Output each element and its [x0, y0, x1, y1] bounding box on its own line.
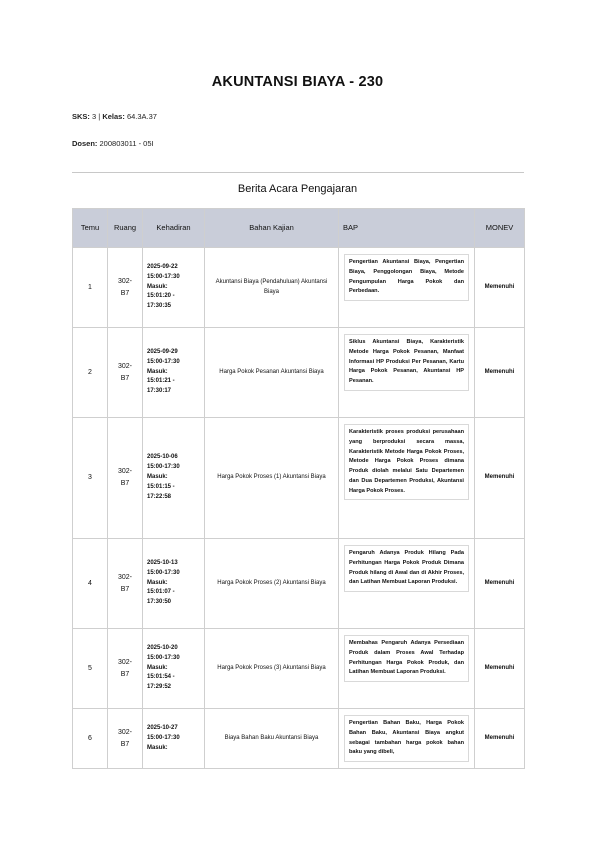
attendance-label: Masuk:	[147, 368, 168, 375]
attendance-label: Masuk:	[147, 579, 168, 586]
attendance-schedule: 15:00-17:30	[147, 464, 180, 471]
cell-bahan-kajian: Harga Pokok Proses (2) Akuntansi Biaya	[205, 539, 339, 629]
cell-ruang	[108, 709, 143, 769]
cell-bahan-kajian: Harga Pokok Proses (3) Akuntansi Biaya	[205, 629, 339, 709]
cell-kehadiran	[143, 629, 205, 709]
attendance-schedule: 15:00-17:30	[147, 569, 180, 576]
cell-temu: 2	[73, 328, 108, 418]
ruang-line: B7	[120, 670, 130, 678]
attendance-date: 2025-10-27	[147, 724, 178, 731]
cell-ruang	[108, 328, 143, 418]
sks-value: 3	[92, 112, 97, 121]
ruang-line: 302-	[117, 468, 132, 476]
table-row	[73, 629, 525, 709]
bap-text: Pengertian Bahan Baku, Harga Pokok Bahan Baku, Akuntansi Biaya angkut sebagai tambahan harga pokok bahan baku yang dibeli,	[344, 715, 469, 762]
cell-monev: Memenuhi	[475, 709, 525, 769]
cell-bahan-kajian: Harga Pokok Proses (1) Akuntansi Biaya	[205, 418, 339, 539]
cell-ruang	[108, 418, 143, 539]
cell-bap	[339, 248, 475, 328]
attendance-date: 2025-10-06	[147, 454, 178, 461]
attendance-date: 2025-09-29	[147, 348, 178, 355]
cell-ruang	[108, 248, 143, 328]
cell-bap	[339, 328, 475, 418]
cell-kehadiran	[143, 418, 205, 539]
attendance-in: 15:01:20 -	[147, 293, 175, 300]
divider	[72, 172, 524, 173]
cell-kehadiran	[143, 709, 205, 769]
attendance-in: 15:01:21 -	[147, 378, 175, 385]
table-row	[73, 328, 525, 418]
bap-text: Pengaruh Adanya Produk Hilang Pada Perhitungan Harga Pokok Produk Dimana Produk hilang di Awal dan di Akhir Proses, dan Latihan Membuat Laporan Produksi.	[344, 545, 469, 592]
header-temu: Temu	[73, 209, 108, 248]
table-row	[73, 248, 525, 328]
teaching-record-table	[72, 208, 525, 769]
ruang-line: B7	[120, 740, 130, 748]
ruang-line: 302-	[117, 277, 132, 285]
kelas-label: Kelas:	[102, 112, 125, 121]
document-title: AKUNTANSI BIAYA - 230	[211, 74, 384, 90]
cell-bap	[339, 709, 475, 769]
table-row	[73, 539, 525, 629]
attendance-out: 17:29:52	[147, 684, 172, 691]
ruang-line: B7	[120, 289, 130, 297]
section-title: Berita Acara Pengajaran	[237, 183, 358, 195]
cell-kehadiran	[143, 248, 205, 328]
attendance-out: 17:30:17	[147, 388, 172, 395]
attendance-date: 2025-10-13	[147, 559, 178, 566]
attendance-label: Masuk:	[147, 283, 168, 290]
attendance-in: 15:01:07 -	[147, 589, 175, 596]
cell-bahan-kajian: Harga Pokok Pesanan Akuntansi Biaya	[205, 328, 339, 418]
cell-temu: 4	[73, 539, 108, 629]
cell-monev: Memenuhi	[475, 629, 525, 709]
dosen-label: Dosen:	[72, 139, 98, 148]
cell-bap	[339, 539, 475, 629]
bap-text: Siklus Akuntansi Biaya, Karakteristik Metode Harga Pokok Pesanan, Manfaat Informasi HP Produksi Per Pesanan, Kartu Harga Pokok Pesanan, Akuntansi HP Pesanan.	[344, 334, 469, 391]
attendance-out: 17:30:50	[147, 599, 172, 606]
ruang-line: 302-	[117, 573, 132, 581]
table-header-row	[73, 209, 525, 248]
sks-label: SKS:	[72, 112, 90, 121]
ruang-line: B7	[120, 374, 130, 382]
attendance-in: 15:01:15 -	[147, 483, 175, 490]
class-info-line	[72, 112, 157, 121]
attendance-out: 17:30:35	[147, 303, 172, 310]
attendance-schedule: 15:00-17:30	[147, 734, 180, 741]
kelas-value: 64.3A.37	[126, 112, 157, 121]
lecturer-info-line	[72, 139, 154, 148]
cell-bahan-kajian: Akuntansi Biaya (Pendahuluan) Akuntansi Biaya	[205, 248, 339, 328]
bap-text: Pengertian Akuntansi Biaya, Pengertian Biaya, Penggolongan Biaya, Metode Pengumpulan Harga Pokok dan Perbedaan.	[344, 254, 469, 301]
header-bap: BAP	[339, 209, 475, 248]
cell-monev: Memenuhi	[475, 328, 525, 418]
ruang-line: B7	[120, 585, 130, 593]
attendance-label: Masuk:	[147, 474, 168, 481]
table-row	[73, 709, 525, 769]
ruang-line: 302-	[117, 658, 132, 666]
attendance-schedule: 15:00-17:30	[147, 273, 180, 280]
cell-monev: Memenuhi	[475, 539, 525, 629]
attendance-date: 2025-09-22	[147, 263, 178, 270]
cell-kehadiran	[143, 328, 205, 418]
table-row	[73, 418, 525, 539]
cell-monev: Memenuhi	[475, 418, 525, 539]
attendance-out: 17:22:58	[147, 493, 172, 500]
cell-kehadiran	[143, 539, 205, 629]
attendance-label: Masuk:	[147, 744, 168, 751]
header-monev: MONEV	[475, 209, 525, 248]
bap-text: Karakteristik proses produksi perusahaan yang berproduksi secara massa, Karakteristik Metode Harga Pokok Proses, Metode Harga Pokok Proses dimana Produk diolah melalui Satu Departemen dan Dua Departemen Produksi, Akuntansi Harga Pokok Proses.	[344, 424, 469, 500]
attendance-date: 2025-10-20	[147, 644, 178, 651]
ruang-line: 302-	[117, 728, 132, 736]
cell-bap	[339, 418, 475, 539]
dosen-value: 200803011 - 05I	[99, 139, 154, 148]
bap-text: Membahas Pengaruh Adanya Persediaan Produk dalam Proses Awal Terhadap Perhitungan Harga Pokok Produk, dan Latihan Membuat Laporan Produksi.	[344, 635, 469, 682]
cell-bahan-kajian: Biaya Bahan Baku Akuntansi Biaya	[205, 709, 339, 769]
header-ruang: Ruang	[108, 209, 143, 248]
cell-monev: Memenuhi	[475, 248, 525, 328]
attendance-in: 15:01:54 -	[147, 674, 175, 681]
header-bahan-kajian: Bahan Kajian	[205, 209, 339, 248]
separator: |	[98, 112, 101, 121]
cell-bap	[339, 629, 475, 709]
cell-temu: 3	[73, 418, 108, 539]
attendance-schedule: 15:00-17:30	[147, 358, 180, 365]
attendance-label: Masuk:	[147, 664, 168, 671]
cell-temu: 6	[73, 709, 108, 769]
attendance-schedule: 15:00-17:30	[147, 654, 180, 661]
cell-ruang	[108, 629, 143, 709]
ruang-line: 302-	[117, 362, 132, 370]
header-kehadiran: Kehadiran	[143, 209, 205, 248]
cell-temu: 1	[73, 248, 108, 328]
cell-temu: 5	[73, 629, 108, 709]
ruang-line: B7	[120, 480, 130, 487]
cell-ruang	[108, 539, 143, 629]
